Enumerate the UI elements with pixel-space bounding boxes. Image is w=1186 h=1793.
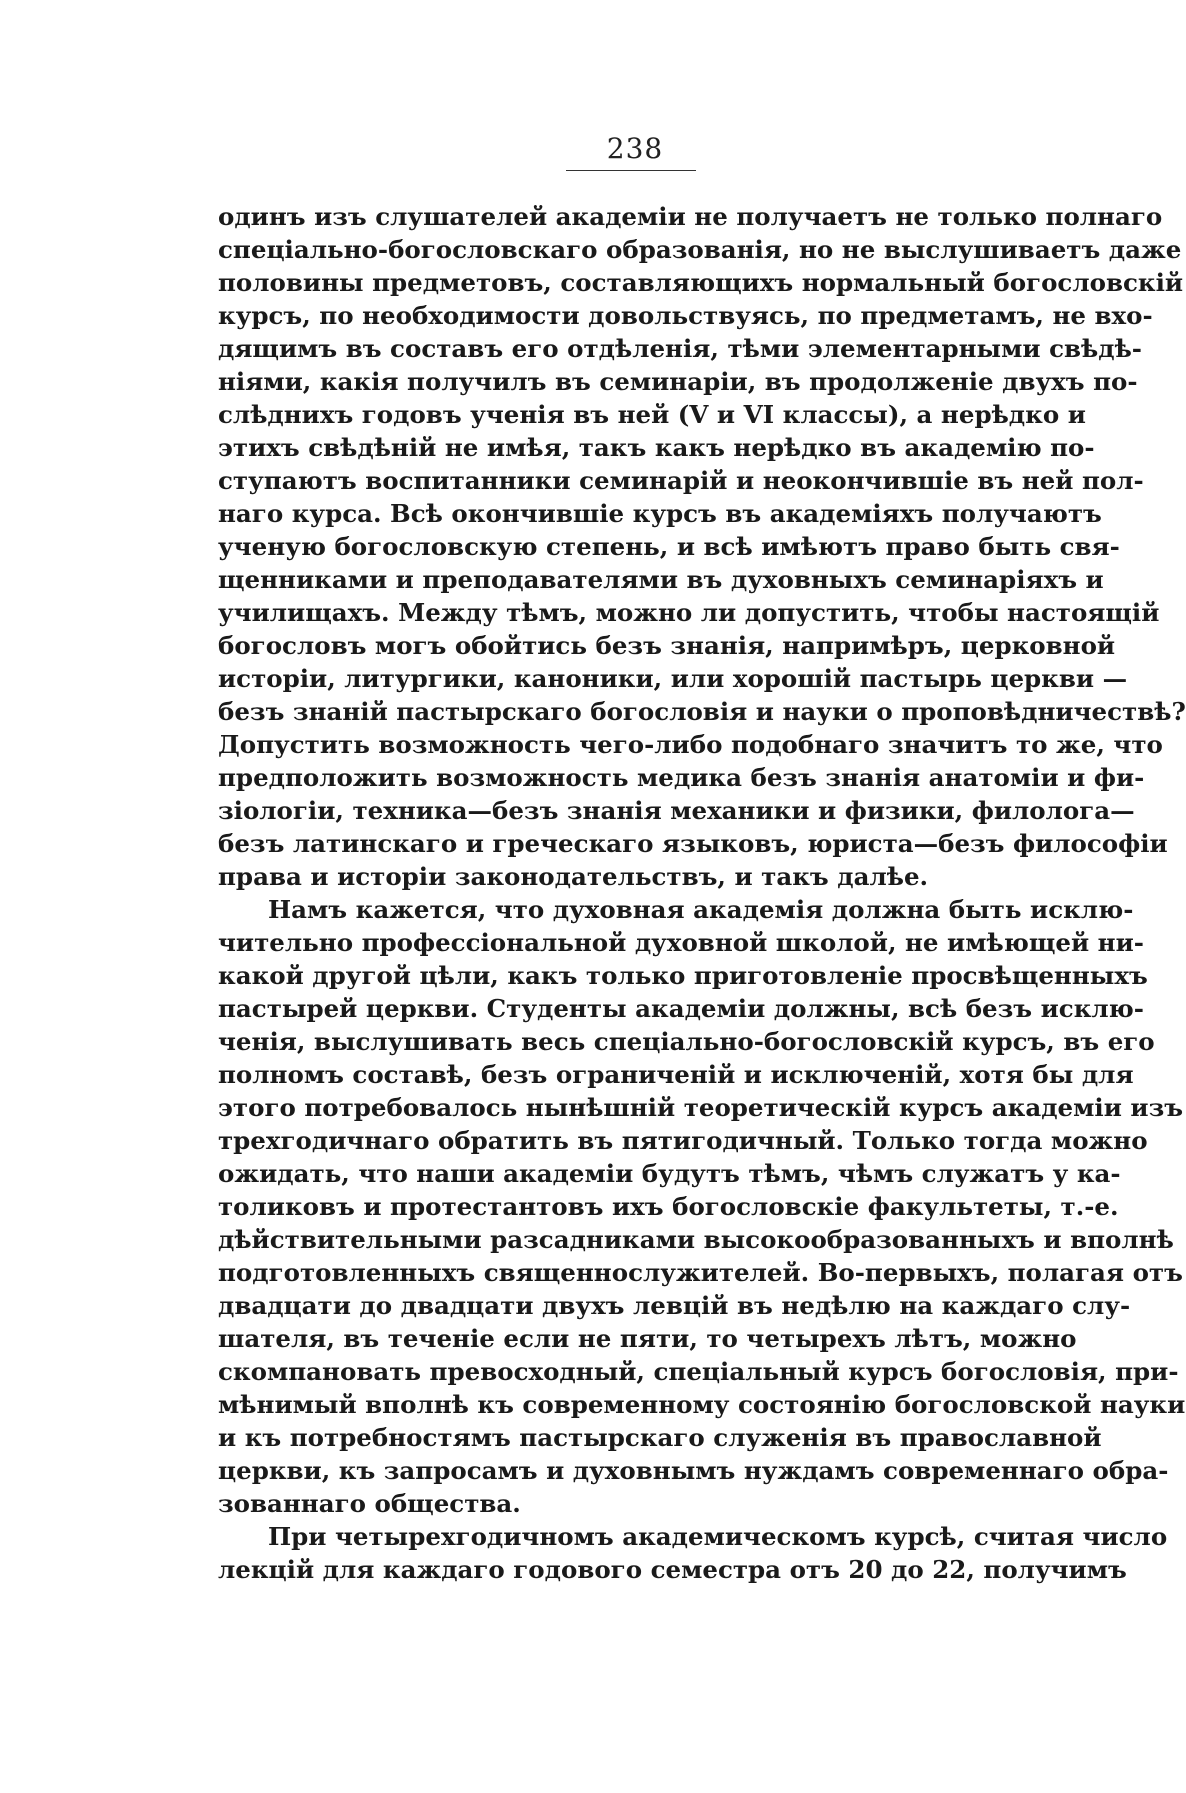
text-line: курсъ, по необходимости довольствуясь, по предметамъ, не вхо- <box>218 301 1153 330</box>
text-line: половины предметовъ, составляющихъ нормальный богословскій <box>218 268 1184 297</box>
text-line: трехгодичнаго обратить въ пятигодичный. Только тогда можно <box>218 1126 1148 1155</box>
body-text <box>218 200 1186 1586</box>
text-line: права и исторіи законодательствъ, и такъ далѣе. <box>218 862 929 891</box>
text-line: чительно профессіональной духовной школой, не имѣющей ни- <box>218 928 1144 957</box>
text-line: церкви, къ запросамъ и духовнымъ нуждамъ современнаго обра- <box>218 1456 1169 1485</box>
text-line: При четырехгодичномъ академическомъ курсѣ, считая число <box>268 1522 1168 1551</box>
text-line: ченія, выслушивать весь спеціально-богословскій курсъ, въ его <box>218 1027 1155 1056</box>
text-line: этого потребовалось нынѣшній теоретическій курсъ академіи изъ <box>218 1093 1184 1122</box>
text-line: безъ латинскаго и греческаго языковъ, юриста—безъ философіи <box>218 829 1168 858</box>
text-line: толиковъ и протестантовъ ихъ богословскіе факультеты, т.-е. <box>218 1192 1119 1221</box>
text-line: шателя, въ теченіе если не пяти, то четырехъ лѣтъ, можно <box>218 1324 1077 1353</box>
page-number-rule <box>566 170 696 171</box>
text-line: ожидать, что наши академіи будутъ тѣмъ, чѣмъ служатъ у ка- <box>218 1159 1121 1188</box>
text-line: спеціально-богословскаго образованія, но не выслушиваетъ даже <box>218 235 1182 264</box>
text-line: безъ знаній пастырскаго богословія и науки о проповѣдничествѣ? <box>218 697 1186 726</box>
text-line: Допустить возможность чего-либо подобнаго значитъ то же, что <box>218 730 1163 759</box>
text-line: подготовленныхъ священнослужителей. Во-первыхъ, полагая отъ <box>218 1258 1183 1287</box>
page-number: 238 <box>606 132 664 165</box>
text-line: предположить возможность медика безъ знанія анатоміи и фи- <box>218 763 1145 792</box>
text-line: щенниками и преподавателями въ духовныхъ семинаріяхъ и <box>218 565 1104 594</box>
text-line: исторіи, литургики, каноники, или хорошій пастырь церкви — <box>218 664 1128 693</box>
text-line: дящимъ въ составъ его отдѣленія, тѣми элементарными свѣдѣ- <box>218 334 1142 363</box>
text-line: Намъ кажется, что духовная академія должна быть исклю- <box>268 895 1134 924</box>
text-line: одинъ изъ слушателей академіи не получаетъ не только полнаго <box>218 202 1163 231</box>
text-line: наго курса. Всѣ окончившіе курсъ въ академіяхъ получаютъ <box>218 499 1102 528</box>
text-line: ступаютъ воспитанники семинарій и неокончившіе въ ней пол- <box>218 466 1144 495</box>
text-line: лекцій для каждаго годового семестра отъ 20 до 22, получимъ <box>218 1555 1127 1584</box>
text-line: этихъ свѣдѣній не имѣя, такъ какъ нерѣдко въ академію по- <box>218 433 1095 462</box>
text-line: зованнаго общества. <box>218 1489 521 1518</box>
text-line: богословъ могъ обойтись безъ знанія, напримѣръ, церковной <box>218 631 1116 660</box>
text-line: слѣднихъ годовъ ученія въ ней (V и VI классы), а нерѣдко и <box>218 400 1086 429</box>
text-line: дѣйствительными разсадниками высокообразованныхъ и вполнѣ <box>218 1225 1174 1254</box>
text-line: какой другой цѣли, какъ только приготовленіе просвѣщенныхъ <box>218 961 1148 990</box>
text-line: пастырей церкви. Студенты академіи должны, всѣ безъ исклю- <box>218 994 1144 1023</box>
text-line: и къ потребностямъ пастырскаго служенія въ православной <box>218 1423 1102 1452</box>
text-line: полномъ составѣ, безъ ограниченій и исключеній, хотя бы для <box>218 1060 1134 1089</box>
text-line: мѣнимый вполнѣ къ современному состоянію богословской науки <box>218 1390 1186 1419</box>
text-line: зіологіи, техника—безъ знанія механики и физики, филолога— <box>218 796 1135 825</box>
text-line: ніями, какія получилъ въ семинаріи, въ продолженіе двухъ по- <box>218 367 1138 396</box>
text-line: ученую богословскую степень, и всѣ имѣютъ право быть свя- <box>218 532 1120 561</box>
text-line: училищахъ. Между тѣмъ, можно ли допустить, чтобы настоящій <box>218 598 1160 627</box>
text-line: двадцати до двадцати двухъ левцій въ недѣлю на каждаго слу- <box>218 1291 1131 1320</box>
text-line: скомпановать превосходный, спеціальный курсъ богословія, при- <box>218 1357 1179 1386</box>
